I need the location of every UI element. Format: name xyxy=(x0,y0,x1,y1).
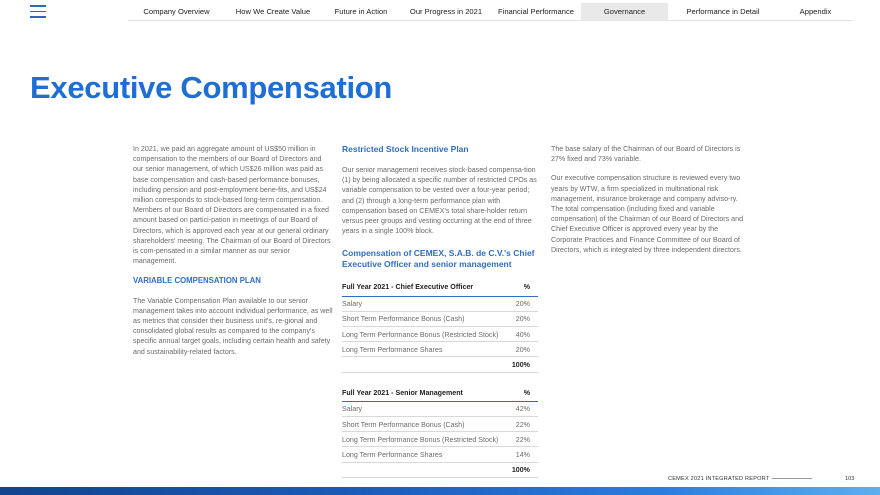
row-pct: 20% xyxy=(510,296,538,311)
menu-icon[interactable] xyxy=(30,5,46,18)
column-right xyxy=(551,144,751,264)
tab-financial-performance[interactable]: Financial Performance xyxy=(498,7,574,16)
table-header-pct: % xyxy=(510,386,538,402)
page-number: 103 xyxy=(845,476,855,482)
row-pct: 22% xyxy=(510,417,538,432)
row-label: Short Term Performance Bonus (Cash) xyxy=(342,417,510,432)
row-pct: 22% xyxy=(510,432,538,447)
table-row xyxy=(342,311,538,326)
tab-future-in-action[interactable]: Future in Action xyxy=(334,7,388,16)
column-left xyxy=(133,144,333,366)
tab-our-progress[interactable]: Our Progress in 2021 xyxy=(409,7,483,16)
footer-divider xyxy=(772,478,812,479)
row-label: Salary xyxy=(342,296,510,311)
row-pct: 20% xyxy=(510,342,538,357)
table-row xyxy=(342,296,538,311)
row-label: Long Term Performance Shares xyxy=(342,342,510,357)
table-row xyxy=(342,327,538,342)
row-label: Long Term Performance Shares xyxy=(342,447,510,462)
row-pct: 14% xyxy=(510,447,538,462)
top-navigation xyxy=(128,3,853,21)
variable-compensation-text: The Variable Compensation Plan available to our senior management takes into account individual performance, as well as metrics that consider their business unit's, re-gional and consolidated global results as compared to the company's specific annual target goals, including certain health and safety and sustainability-related factors. xyxy=(133,296,333,356)
tab-company-overview[interactable]: Company Overview xyxy=(143,7,210,16)
row-label: Long Term Performance Bonus (Restricted Stock) xyxy=(342,432,510,447)
intro-paragraph: In 2021, we paid an aggregate amount of US$50 million in compensation to the members of our Board of Directors and our senior management, of which US$26 million was paid as base compensation and cash-based performance bonuses, including pension and post-employment bene-fits, and US$24 million corresponds to stock-based long-term compensation. Members of our Board of Directors are compensated in a fixed amount based on partici-pation in meetings of our Board of Directors, which is approved each year at our general ordinary shareholders' meeting. The Chairman of our Board of Directors is com-pensated in a similar manner as our senior management. xyxy=(133,145,331,266)
tab-appendix[interactable]: Appendix xyxy=(799,7,832,16)
variable-compensation-heading: VARIABLE COMPENSATION PLAN xyxy=(133,276,261,286)
senior-management-table xyxy=(342,386,538,478)
row-label: Short Term Performance Bonus (Cash) xyxy=(342,311,510,326)
table-row xyxy=(342,447,538,462)
chairman-salary-paragraph: The base salary of the Chairman of our Board of Directors is 27% fixed and 73% variable. xyxy=(551,145,741,164)
footer-report-label: CEMEX 2021 INTEGRATED REPORT xyxy=(668,476,770,482)
table-row xyxy=(342,342,538,357)
tab-governance[interactable]: Governance xyxy=(581,3,668,21)
tab-how-we-create-value[interactable]: How We Create Value xyxy=(235,7,311,16)
row-pct: 42% xyxy=(510,401,538,416)
compensation-structure-paragraph: Our executive compensation structure is reviewed every two years by WTW, a firm specialized in multinational risk management, insurance brokerage and company adviso-ry. The total compensation (including fixed and variable compensation) of the Chairman of our Board of Directors and Chief Executive Officer is approved every year by the Corporate Practices and Finance Committee of our Board of Directors, which is integrated by three independent directors. xyxy=(551,174,744,254)
column-middle xyxy=(342,144,538,491)
row-pct: 40% xyxy=(510,327,538,342)
total-pct: 100% xyxy=(510,357,538,372)
bottom-gradient-bar xyxy=(0,487,880,495)
table-total-row xyxy=(342,462,538,477)
table-row xyxy=(342,417,538,432)
ceo-compensation-heading: Compensation of CEMEX, S.A.B. de C.V.'s Chief Executive Officer and senior management xyxy=(342,248,535,270)
rsip-text: Our senior management receives stock-based compensa-tion (1) by being allocated a specific number of restricted CPOs as variable compensation to be vested over a four-year period; and (2) through a long-term performance plan with compensation based on CEMEX's total share-holder return versus peer groups and vesting occurring at the end of three years in a single 100% block. xyxy=(342,166,537,236)
table-total-row xyxy=(342,357,538,372)
row-pct: 20% xyxy=(510,311,538,326)
table-row xyxy=(342,401,538,416)
page-title: Executive Compensation xyxy=(30,70,393,105)
table-header-title: Full Year 2021 - Chief Executive Officer xyxy=(342,280,510,296)
total-pct: 100% xyxy=(510,462,538,477)
row-label: Long Term Performance Bonus (Restricted Stock) xyxy=(342,327,510,342)
tab-performance-in-detail[interactable]: Performance in Detail xyxy=(686,7,760,16)
ceo-compensation-table xyxy=(342,280,538,372)
row-label: Salary xyxy=(342,401,510,416)
table-header-title: Full Year 2021 - Senior Management xyxy=(342,386,510,402)
table-row xyxy=(342,432,538,447)
table-header-pct: % xyxy=(510,280,538,296)
rsip-heading: Restricted Stock Incentive Plan xyxy=(342,144,469,154)
